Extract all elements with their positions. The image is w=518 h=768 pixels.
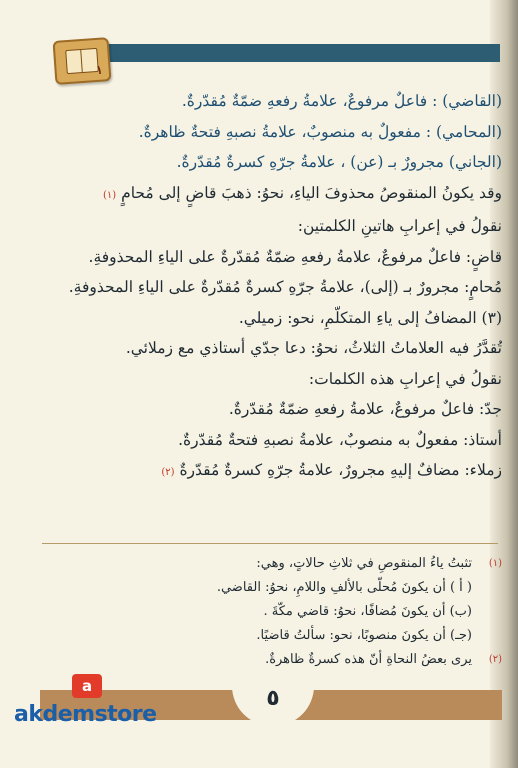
body-line: جدّ: فاعلٌ مرفوعٌ، علامةُ رفعهِ ضمّةٌ مُقدّرةٌ. — [228, 400, 502, 418]
footnote-divider — [42, 543, 498, 544]
book-badge — [53, 37, 112, 85]
footnote-line: (ب) أن يكونَ مُضافًا، نحوُ: قاضي مكّةَ . — [263, 604, 472, 619]
footnote-line: (٢) يرى بعضُ النحاةِ أنّ هذه كسرةٌ ظاهرةٌ. — [265, 652, 502, 667]
body-line: (المحامي) : مفعولٌ به منصوبٌ، علامةُ نصبهِ فتحةٌ ظاهرةٌ. — [138, 122, 502, 141]
store-logo — [14, 674, 194, 734]
body-line: نقولُ في إعرابِ هذه الكلمات: — [308, 369, 502, 388]
book-icon — [65, 48, 99, 74]
store-logo-text: akdemstore — [14, 702, 157, 727]
body-line: قاضٍ: فاعلٌ مرفوعٌ، علامةُ رفعهِ ضمّةٌ مُقدّرةٌ على الياءِ المحذوفةِ. — [88, 247, 502, 266]
body-line: (القاضي) : فاعلٌ مرفوعٌ، علامةُ رفعهِ ضمّةٌ مُقدّرةٌ. — [181, 92, 502, 110]
body-line: نقولُ في إعرابِ هاتينِ الكلمتين: — [297, 217, 502, 235]
body-line: أستاذ: مفعولٌ به منصوبٌ، علامةُ نصبهِ فتحةٌ مُقدّرةٌ. — [178, 430, 502, 449]
body-line: زملاء: مضافٌ إليهِ مجرورٌ، علامةُ جرّهِ كسرةٌ مُقدّرةٌ (٢) — [161, 461, 502, 479]
main-text — [40, 86, 502, 489]
footnote-line: (١) تثبتُ ياءُ المنقوصِ في ثلاثِ حالاتٍ، وهي: — [256, 556, 502, 571]
body-line: (الجاني) مجرورٌ بـ (عن) ، علامةُ جرّهِ كسرةٌ مُقدّرةٌ. — [176, 153, 502, 171]
page-number: ٥ — [266, 686, 280, 711]
footnotes — [40, 552, 502, 672]
body-line: مُحامٍ: مجرورٌ بـ (إلى)، علامةُ جرّهِ كسرةٌ مُقدّرةٌ على الياءِ المحذوفةِ. — [68, 278, 502, 296]
footnote-ref: (١) — [102, 189, 117, 201]
body-line: وقد يكونُ المنقوصُ محذوفَ الياءِ، نحوُ: ذهبَ قاضٍ إلى مُحامٍ (١) — [102, 183, 502, 202]
shopping-bag-icon: a — [72, 674, 102, 698]
footnote-ref: (٢) — [161, 467, 175, 478]
body-line: (٣) المضافُ إلى ياءِ المتكلّمِ، نحو: زميلي. — [238, 308, 502, 327]
body-line: تُقدَّرُ فيه العلاماتُ الثلاثُ، نحوُ: دعا جدّي أستاذي مع زملائي. — [125, 339, 502, 357]
badge-number: ١ — [95, 62, 104, 78]
footnote-line: (جـ) أن يكونَ منصوبًا، نحو: سألتُ قاضيًا. — [256, 628, 472, 643]
top-band — [58, 44, 500, 62]
footnote-line: ( أ ) أن يكونَ مُحلّى بالألفِ واللامِ، نحوُ: القاضي. — [216, 580, 472, 595]
